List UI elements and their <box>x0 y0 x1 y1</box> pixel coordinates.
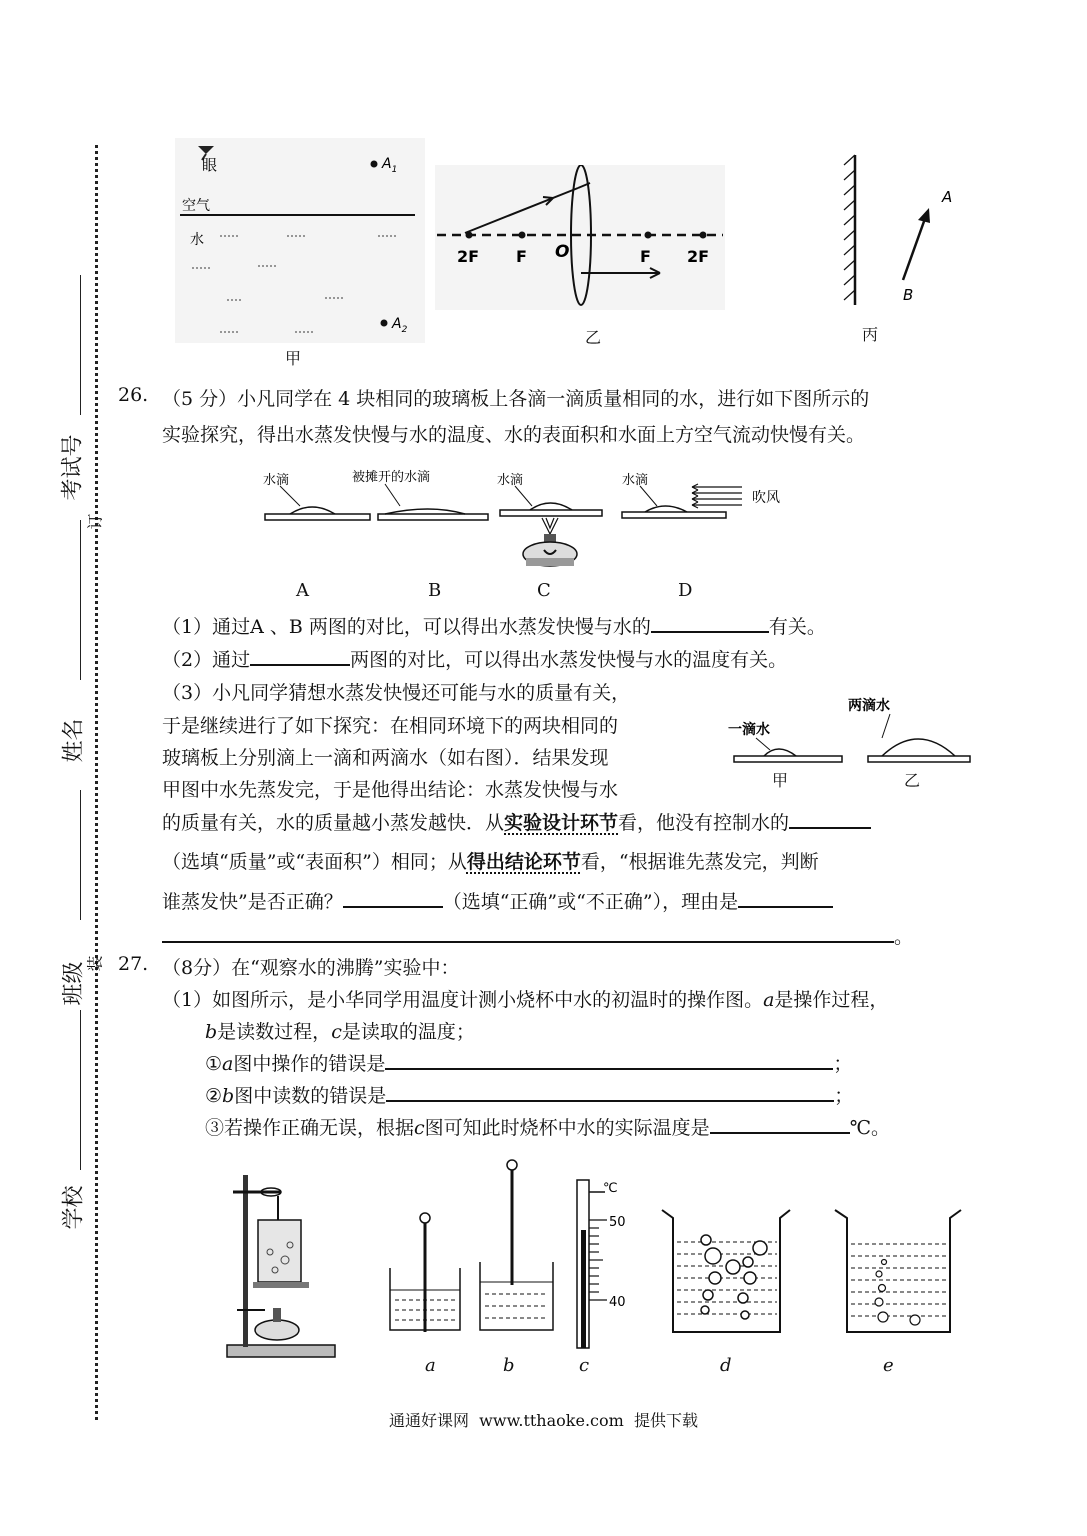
q26-number: 26. <box>118 384 149 406</box>
air-label: 空气 <box>182 198 210 214</box>
q27-intro: （8分）在“观察水的沸腾”实验中： <box>162 957 460 979</box>
name-blank-line <box>80 790 81 920</box>
q26-correct-blank[interactable] <box>343 888 443 908</box>
point-a1-label: $A_1$ <box>382 156 398 175</box>
beaker-e <box>835 1210 961 1332</box>
q27-part1-line1: （1）如图所示，是小华同学用温度计测小烧杯中水的初温时的操作图。a是操作过程， <box>162 989 889 1011</box>
q26-reason-blank-b[interactable] <box>162 923 894 943</box>
q26-part3-line7: 谁蒸发快”是否正确？ （选填“正确”或“不正确”），理由是 <box>162 887 833 914</box>
lens-label-f-right: F <box>640 247 651 266</box>
page-footer: 通通好课网 www.tthaoke.com 提供下载 <box>389 1411 698 1430</box>
iron-stand-setup <box>227 1175 335 1357</box>
fig25-bing-caption: 丙 <box>862 325 879 344</box>
thermometer-c <box>577 1180 626 1348</box>
q26-part3-line5: 的质量有关，水的质量越小蒸发越快．从实验设计环节看，他没有控制水的 <box>162 808 871 835</box>
q27-caption-a: a <box>425 1355 436 1376</box>
beaker-d <box>662 1210 790 1332</box>
lens-diagram <box>435 165 725 310</box>
q27-figure <box>215 1150 975 1390</box>
fig25-bing <box>830 150 980 345</box>
q26-caption-a: A <box>296 580 309 601</box>
mirror-diagram <box>830 150 980 310</box>
fig25-jia <box>170 138 430 368</box>
exam-number-label: 考试号 <box>60 434 86 501</box>
q27-sub2: ②b图中读数的错误是 ； <box>205 1081 853 1108</box>
q26-part3-line6: （选填“质量”或“表面积”）相同；从得出结论环节看，“根据谁先蒸发完，判断 <box>162 851 819 873</box>
q26-part2-blank[interactable] <box>250 646 350 666</box>
q26-part2: （2）通过 两图的对比，可以得出水蒸发快慢与水的温度有关。 <box>162 645 787 672</box>
one-drop-label: 一滴水 <box>728 722 770 738</box>
q27-sub3: ③若操作正确无误，根据c图可知此时烧杯中水的实际温度是 ℃。 <box>205 1113 890 1140</box>
q26-reason-line: 。 <box>162 922 913 949</box>
q27-caption-d: d <box>720 1355 732 1376</box>
q27-caption-c: c <box>579 1355 590 1376</box>
binding-zhuang-mark: 装 <box>85 955 105 972</box>
name-label: 姓名 <box>61 718 87 763</box>
name-blank-line <box>80 520 81 680</box>
class-label: 班级 <box>61 961 87 1006</box>
q26-label-a: 水滴 <box>263 473 290 488</box>
q26-intro-line1: （5 分）小凡同学在 4 块相同的玻璃板上各滴一滴质量相同的水，进行如下图所示的 <box>162 388 870 410</box>
q27-number: 27. <box>118 953 149 975</box>
q26-drop-jia-caption: 甲 <box>772 771 789 790</box>
q26-drop-figure <box>720 690 980 800</box>
fig25-yi-caption: 乙 <box>585 328 602 347</box>
arrow-b-label: B <box>903 286 914 304</box>
lens-label-2f-right: 2F <box>687 247 710 266</box>
thermometer-tick-50: 50 <box>609 1215 626 1230</box>
thermometer-unit: ℃ <box>603 1181 618 1196</box>
arrow-a-label: A <box>942 188 953 206</box>
q27-part1-line2: b是读数过程，c是读取的温度； <box>205 1021 475 1043</box>
alcohol-lamp-icon <box>523 518 577 566</box>
q27-sub3-blank[interactable] <box>710 1114 850 1134</box>
fig25-yi <box>435 165 725 345</box>
q26-part1: （1）通过A 、B 两图的对比，可以得出水蒸发快慢与水的 有关。 <box>162 612 826 639</box>
school-label: 学校 <box>61 1185 87 1230</box>
lens-label-f-left: F <box>516 247 527 266</box>
q26-caption-c: C <box>537 580 551 601</box>
boiling-experiment-diagrams <box>215 1150 975 1365</box>
lens-label-2f-left: 2F <box>457 247 480 266</box>
lens-label-o: O <box>555 242 570 262</box>
one-two-drop-diagram <box>720 690 980 765</box>
evaporation-setups <box>260 462 800 574</box>
q26-part3-line1: （3）小凡同学猜想水蒸发快慢还可能与水的质量有关， <box>162 682 631 704</box>
q26-intro-line2: 实验探究，得出水蒸发快慢与水的温度、水的表面积和水面上方空气流动快慢有关。 <box>162 424 866 446</box>
binding-ding-mark: 订 <box>85 513 105 530</box>
binding-dotted-line <box>95 145 98 1420</box>
q26-label-d: 水滴 <box>622 473 649 488</box>
point-a2-label: $A_2$ <box>392 316 408 335</box>
q26-figure-abcd <box>260 462 800 602</box>
q26-caption-d: D <box>678 580 693 601</box>
fig25-jia-caption: 甲 <box>285 349 302 368</box>
name-blank-line <box>80 1010 81 1170</box>
q26-control-blank[interactable] <box>789 809 871 829</box>
q26-caption-b: B <box>428 580 442 601</box>
two-drops-label: 两滴水 <box>848 698 890 714</box>
eye-label: 眼 <box>202 156 218 174</box>
q26-part3-line4: 甲图中水先蒸发完，于是他得出结论：水蒸发快慢与水 <box>162 779 619 801</box>
beaker-b <box>480 1160 553 1330</box>
water-label: 水 <box>190 232 204 248</box>
name-blank-line <box>80 275 81 415</box>
q27-sub1: ①a图中操作的错误是 ； <box>205 1049 852 1076</box>
q26-wind-label: 吹风 <box>752 490 780 506</box>
q27-caption-e: e <box>883 1355 894 1376</box>
q27-sub1-blank[interactable] <box>385 1050 833 1070</box>
q26-part3-line3: 玻璃板上分别滴上一滴和两滴水（如右图）．结果发现 <box>162 747 609 769</box>
q26-drop-yi-caption: 乙 <box>904 771 921 790</box>
q26-part1-blank[interactable] <box>651 613 769 633</box>
thermometer-tick-40: 40 <box>609 1295 626 1310</box>
q26-reason-blank-a[interactable] <box>738 888 833 908</box>
refraction-diagram <box>170 138 430 343</box>
q26-label-c: 水滴 <box>497 473 524 488</box>
q27-caption-b: b <box>503 1355 515 1376</box>
q26-label-b: 被摊开的水滴 <box>352 470 431 485</box>
q27-sub2-blank[interactable] <box>386 1082 834 1102</box>
beaker-a <box>390 1213 460 1332</box>
q26-part3-line2: 于是继续进行了如下探究：在相同环境下的两块相同的 <box>162 715 619 737</box>
